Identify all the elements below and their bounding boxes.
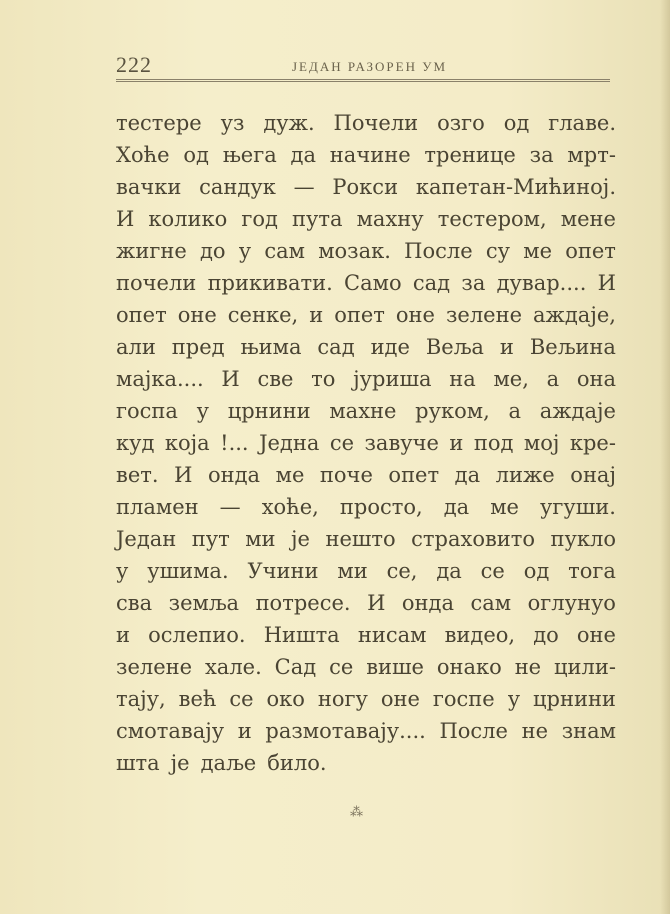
word: И: [367, 591, 386, 615]
word: се: [329, 431, 355, 455]
word: потресе.: [255, 591, 351, 615]
text-line: [116, 651, 616, 683]
word: цили-: [554, 655, 616, 679]
word: хоће,: [261, 495, 319, 519]
word: озго: [437, 111, 485, 135]
word: капетан-Мићиној.: [415, 175, 616, 199]
page-number: 222: [116, 52, 152, 77]
word: махну: [356, 207, 424, 231]
word: црнини: [533, 687, 616, 711]
word: било.: [267, 751, 327, 775]
word: земља: [168, 591, 240, 615]
word: до: [199, 239, 226, 263]
word: црнини: [227, 399, 311, 423]
word: и: [309, 303, 324, 327]
word: смотавају: [116, 719, 225, 743]
word: нисам: [357, 623, 427, 647]
text-line: [116, 139, 616, 171]
word: шта: [116, 751, 160, 775]
word: Ништа: [263, 623, 340, 647]
word: После: [439, 719, 508, 743]
word: од: [523, 559, 550, 583]
text-line: [116, 459, 616, 491]
word: сад: [412, 271, 451, 295]
word: нешто: [325, 527, 396, 551]
word: тренице: [424, 143, 516, 167]
word: опет: [116, 303, 167, 327]
word: Веља: [425, 335, 484, 359]
word: тају,: [116, 687, 166, 711]
word: пут: [191, 527, 230, 551]
word: сва: [116, 591, 153, 615]
text-line: [116, 107, 616, 139]
word: у: [507, 687, 521, 711]
word: почели: [116, 271, 197, 295]
word: сандук: [199, 175, 276, 199]
word: тестере: [116, 111, 202, 135]
word: руком,: [415, 399, 490, 423]
word: Сад: [274, 655, 317, 679]
word: око: [266, 687, 305, 711]
word: и: [449, 431, 464, 455]
word: Учини: [247, 559, 319, 583]
word: Хоће: [116, 143, 170, 167]
word: се: [480, 559, 505, 583]
word: мозак.: [318, 239, 391, 263]
word: сенке,: [227, 303, 299, 327]
text-line: [116, 619, 616, 651]
header-rule: [116, 79, 610, 82]
word: се: [229, 687, 254, 711]
body-text: [116, 107, 616, 779]
word: а: [508, 399, 521, 423]
word: али: [116, 335, 156, 359]
word: просто,: [339, 495, 423, 519]
word: онда: [401, 591, 454, 615]
word: кре-: [569, 431, 616, 455]
word: ме: [490, 495, 519, 519]
word: ми: [245, 527, 276, 551]
word: оне: [576, 623, 616, 647]
text-line: [116, 331, 616, 363]
word: ослепио.: [148, 623, 246, 647]
word: су: [485, 239, 511, 263]
word: да: [443, 495, 470, 519]
text-line: [116, 299, 616, 331]
word: колико: [148, 207, 228, 231]
word: сам: [470, 591, 512, 615]
word: то: [311, 367, 336, 391]
word: оне: [380, 687, 420, 711]
word: начине: [329, 143, 411, 167]
word: опет: [334, 303, 385, 327]
word: ме,: [493, 367, 529, 391]
word: аждаје: [539, 399, 616, 423]
word: пукло: [550, 527, 616, 551]
text-line: [116, 747, 616, 779]
word: лиже: [495, 463, 555, 487]
word: већ: [178, 687, 217, 711]
word: а: [546, 367, 560, 391]
word: —: [293, 175, 315, 199]
word: Једна: [259, 431, 320, 455]
word: је: [291, 527, 310, 551]
word: не: [514, 655, 542, 679]
word: угуши.: [540, 495, 616, 519]
word: даље: [200, 751, 257, 775]
word: у: [196, 399, 209, 423]
word: оне: [395, 303, 435, 327]
word: она: [576, 367, 616, 391]
word: видео,: [444, 623, 516, 647]
word: зелене: [445, 303, 523, 327]
word: И: [597, 271, 616, 295]
word: оне: [177, 303, 217, 327]
word: се: [329, 655, 354, 679]
text-line: [116, 203, 616, 235]
word: њима: [240, 335, 302, 359]
word: за: [461, 271, 486, 295]
word: оглунуо: [527, 591, 616, 615]
word: да: [290, 143, 316, 167]
text-line: [116, 267, 616, 299]
word: мој: [523, 431, 560, 455]
word: Само: [344, 271, 402, 295]
word: која: [164, 431, 210, 455]
text-line: [116, 427, 616, 459]
word: ушима.: [147, 559, 229, 583]
text-line: [116, 523, 616, 555]
word: зелене: [116, 655, 193, 679]
word: да: [436, 559, 462, 583]
word: тестером,: [437, 207, 547, 231]
word: хале.: [204, 655, 262, 679]
word: и: [499, 335, 514, 359]
text-line: [116, 363, 616, 395]
word: не: [521, 719, 549, 743]
word: дуж.: [263, 111, 315, 135]
word: њега: [222, 143, 277, 167]
word: је: [170, 751, 190, 775]
word: онај: [570, 463, 616, 487]
word: размотавају....: [265, 719, 426, 743]
word: завуче: [364, 431, 439, 455]
word: —: [219, 495, 241, 519]
word: сам: [264, 239, 305, 263]
word: до: [533, 623, 559, 647]
page-header: [116, 52, 610, 82]
word: !...: [220, 431, 249, 455]
word: ме: [523, 239, 552, 263]
text-line: [116, 555, 616, 587]
word: Један: [116, 527, 177, 551]
text-line: [116, 715, 616, 747]
word: сад: [317, 335, 355, 359]
text-line: [116, 395, 616, 427]
word: дувар....: [496, 271, 587, 295]
word: под: [473, 431, 514, 455]
word: И: [221, 367, 240, 391]
word: од: [183, 143, 209, 167]
word: Почели: [333, 111, 419, 135]
word: уз: [220, 111, 245, 135]
word: и: [116, 623, 130, 647]
word: вачки: [116, 175, 182, 199]
word: јуриша: [353, 367, 432, 391]
word: да: [454, 463, 481, 487]
word: госпе: [432, 687, 495, 711]
word: госпа: [116, 399, 178, 423]
word: опет: [565, 239, 616, 263]
word: онако: [436, 655, 502, 679]
word: пута: [292, 207, 343, 231]
text-line: [116, 683, 616, 715]
word: махне: [329, 399, 397, 423]
word: мене: [560, 207, 616, 231]
word: вет.: [116, 463, 159, 487]
word: на: [449, 367, 476, 391]
word: ми: [337, 559, 368, 583]
section-ornament: ⁂: [350, 805, 363, 820]
word: прикивати.: [207, 271, 333, 295]
word: мајка....: [116, 367, 204, 391]
word: пред: [171, 335, 225, 359]
word: опет: [388, 463, 440, 487]
word: куд: [116, 431, 155, 455]
word: жигне: [116, 239, 187, 263]
word: И: [174, 463, 193, 487]
word: И: [116, 207, 135, 231]
word: више: [366, 655, 424, 679]
text-line: [116, 587, 616, 619]
word: Вељина: [529, 335, 616, 359]
word: ногу: [317, 687, 368, 711]
running-head: ЈЕДАН РАЗОРЕН УМ: [292, 59, 447, 74]
word: Рокси: [332, 175, 399, 199]
word: онда: [207, 463, 261, 487]
text-line: [116, 171, 616, 203]
word: пламен: [116, 495, 199, 519]
word: у: [116, 559, 129, 583]
word: иде: [370, 335, 410, 359]
word: После: [404, 239, 473, 263]
text-line: [116, 235, 616, 267]
word: поче: [319, 463, 373, 487]
word: главе.: [548, 111, 616, 135]
word: од: [503, 111, 530, 135]
word: год: [241, 207, 278, 231]
word: у: [238, 239, 252, 263]
word: и: [237, 719, 252, 743]
word: за: [529, 143, 554, 167]
text-line: [116, 491, 616, 523]
word: ме: [275, 463, 305, 487]
word: аждаје,: [533, 303, 616, 327]
word: мрт-: [567, 143, 616, 167]
word: све: [257, 367, 294, 391]
word: знам: [561, 719, 616, 743]
word: се,: [386, 559, 418, 583]
word: тога: [568, 559, 616, 583]
word: страховито: [411, 527, 536, 551]
